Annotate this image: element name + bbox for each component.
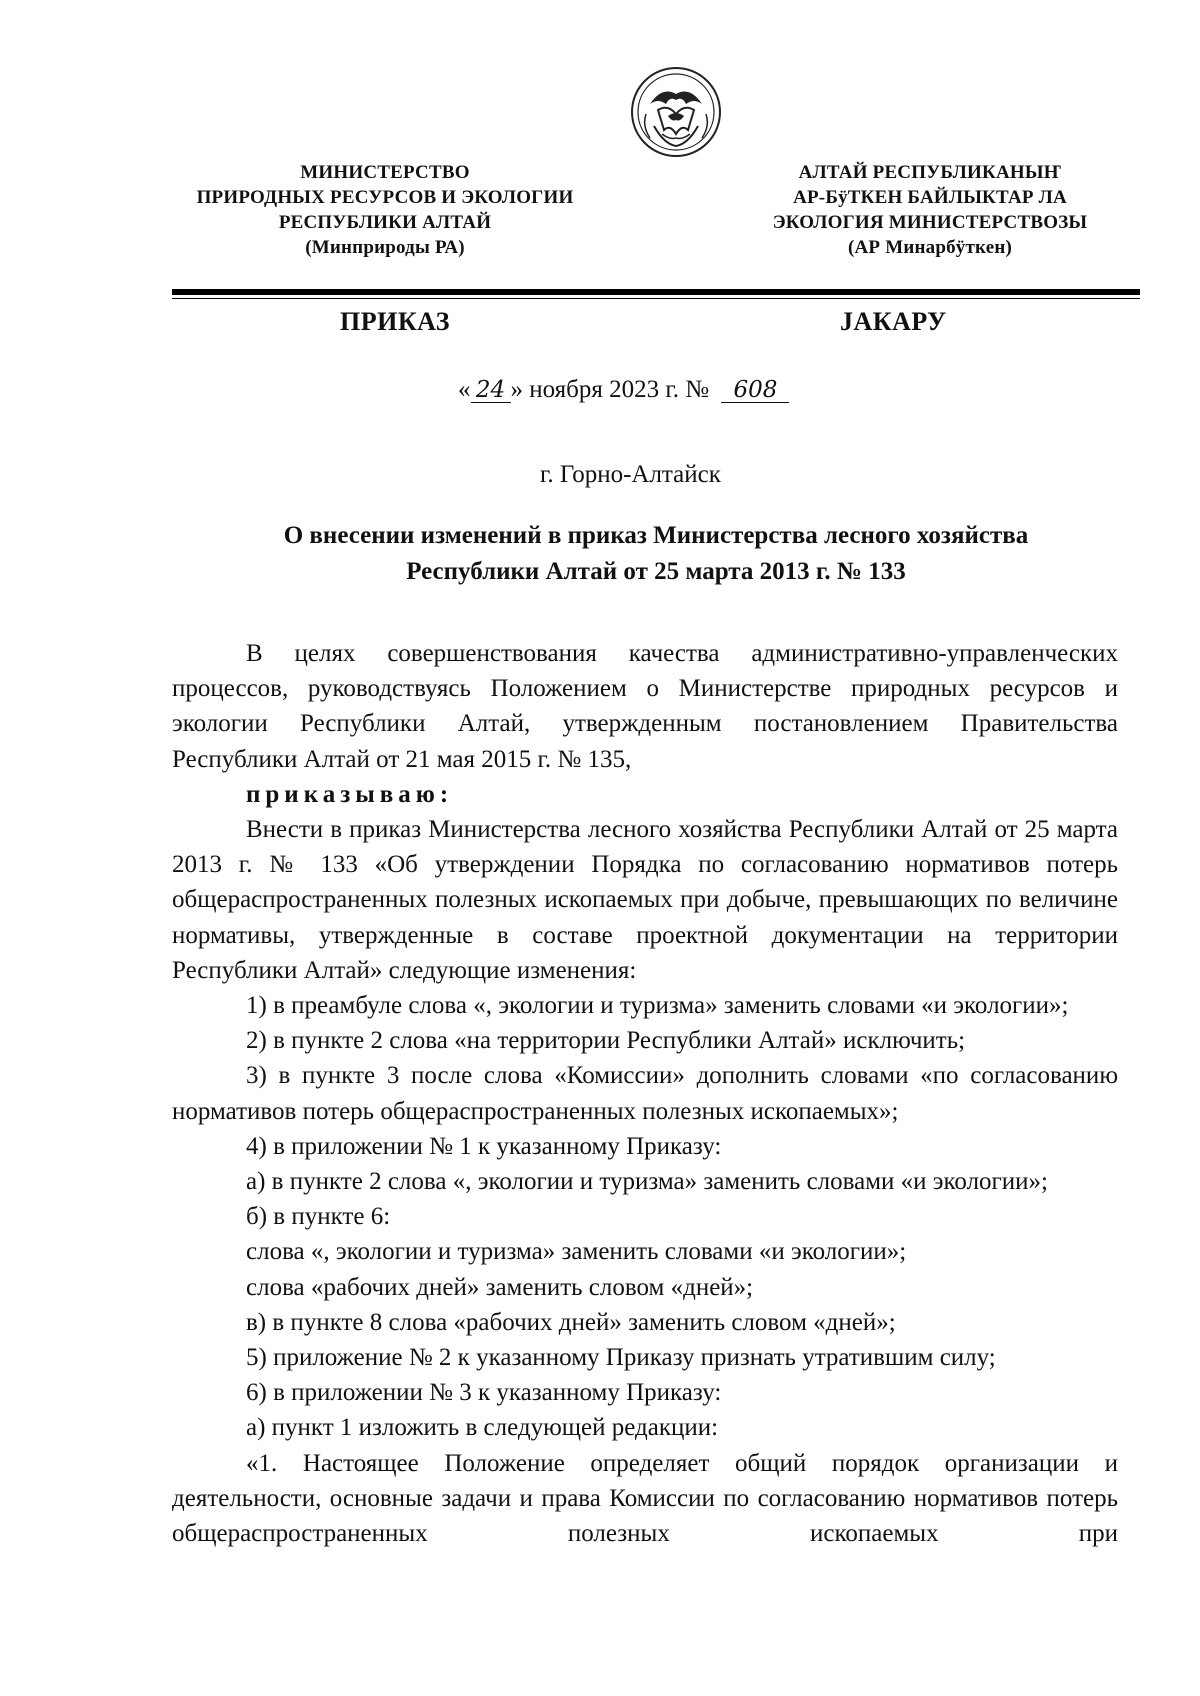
item-4: 4) в приложении № 1 к указанному Приказу: [246, 1132, 722, 1160]
item-5: 5) приложение № 2 к указанному Приказу признать утратившим силу; [246, 1344, 996, 1372]
order-word-text: приказываю: [246, 780, 454, 808]
order-body [172, 636, 1118, 1551]
title-line-1: О внесении изменений в приказ Министерства лесного хозяйства [283, 522, 1029, 549]
item-4b-1: слова «, экологии и туризма» заменить словами «и экологии»; [246, 1238, 907, 1266]
header-divider-thick [172, 289, 1140, 295]
header-left-line-2: ПРИРОДНЫХ РЕСУРСОВ И ЭКОЛОГИИ [196, 187, 574, 208]
order-title [172, 518, 1140, 590]
ministry-name-altai [750, 160, 1110, 260]
item-3: 3) в пункте 3 после слова «Комиссии» дополнить словами «по согласованию нормативов потерь общераспространенных полезных ископаемых»; [172, 1062, 1118, 1125]
item-4b-2: слова «рабочих дней» заменить словом «дней»; [246, 1273, 754, 1301]
header-right-line-4: (АР Минарбÿткен) [847, 237, 1012, 258]
item-6: 6) в приложении № 3 к указанному Приказу: [246, 1379, 722, 1407]
ministry-name-russian [170, 160, 600, 260]
header-right-line-2: АР-БÿТКЕН БАЙЛЫКТАР ЛА [793, 187, 1067, 208]
handwritten-order-number: 608 [721, 378, 789, 403]
item-4c: в) в пункте 8 слова «рабочих дней» заменить словом «дней»; [246, 1308, 896, 1336]
preamble-paragraph: В целях совершенствования качества административно-управленческих процессов, руководствуясь Положением о Министерстве природных ресурсов и экологии Республики Алтай, утвержденным постановлением Правительства Республики Алтай от 21 мая 2015 г. № 135, [172, 640, 1118, 773]
date-open-quote: « [458, 376, 471, 403]
header-left-line-1: МИНИСТЕРСТВО [300, 162, 470, 183]
header-divider-thin [172, 298, 1140, 299]
handwritten-day: 24 [471, 378, 511, 403]
amendment-intro-paragraph: Внести в приказ Министерства лесного хозяйства Республики Алтай от 25 марта 2013 г. № 133 «Об утверждении Порядка по согласованию нормативов потерь общераспространенных полезных ископаемых при добыче, превышающих по величине нормативы, утвержденные в составе проектной документации на территории Республики Алтай» следующие изменения: [172, 816, 1118, 984]
doc-type-altai: ЈАКАРУ [840, 307, 947, 336]
header-right-line-3: ЭКОЛОГИЯ МИНИСТЕРСТВОЗЫ [772, 212, 1088, 233]
header-left-line-4: (Минприроды РА) [305, 237, 465, 258]
header-left-line-3: РЕСПУБЛИКИ АЛТАЙ [278, 212, 492, 233]
item-2: 2) в пункте 2 слова «на территории Республики Алтай» исключить; [246, 1027, 966, 1055]
item-1: 1) в преамбуле слова «, экологии и туризма» заменить словами «и экологии»; [246, 992, 1069, 1020]
order-date-number [458, 373, 789, 407]
date-close-quote: » [510, 376, 523, 403]
doc-type-russian: ПРИКАЗ [340, 307, 451, 336]
item-4a: а) в пункте 2 слова «, экологии и туризма» заменить словами «и экологии»; [246, 1168, 1049, 1196]
header-right-line-1: АЛТАЙ РЕСПУБЛИКАНЫҤ [798, 162, 1062, 183]
title-line-2: Республики Алтай от 25 марта 2013 г. № 133 [406, 558, 906, 585]
date-month-year: ноября 2023 г. № [523, 376, 716, 403]
city: г. Горно-Алтайск [540, 461, 721, 488]
quoted-paragraph-start: «1. Настоящее Положение определяет общий порядок организации и деятельности, основные задачи и права Комиссии по согласованию нормативов потерь общераспространенных полезных ископаемых при [172, 1449, 1118, 1548]
coat-of-arms-altai-icon [628, 64, 724, 168]
item-4b: б) в пункте 6: [246, 1203, 391, 1231]
order-word [172, 777, 1118, 812]
item-6a: а) пункт 1 изложить в следующей редакции: [246, 1414, 719, 1442]
